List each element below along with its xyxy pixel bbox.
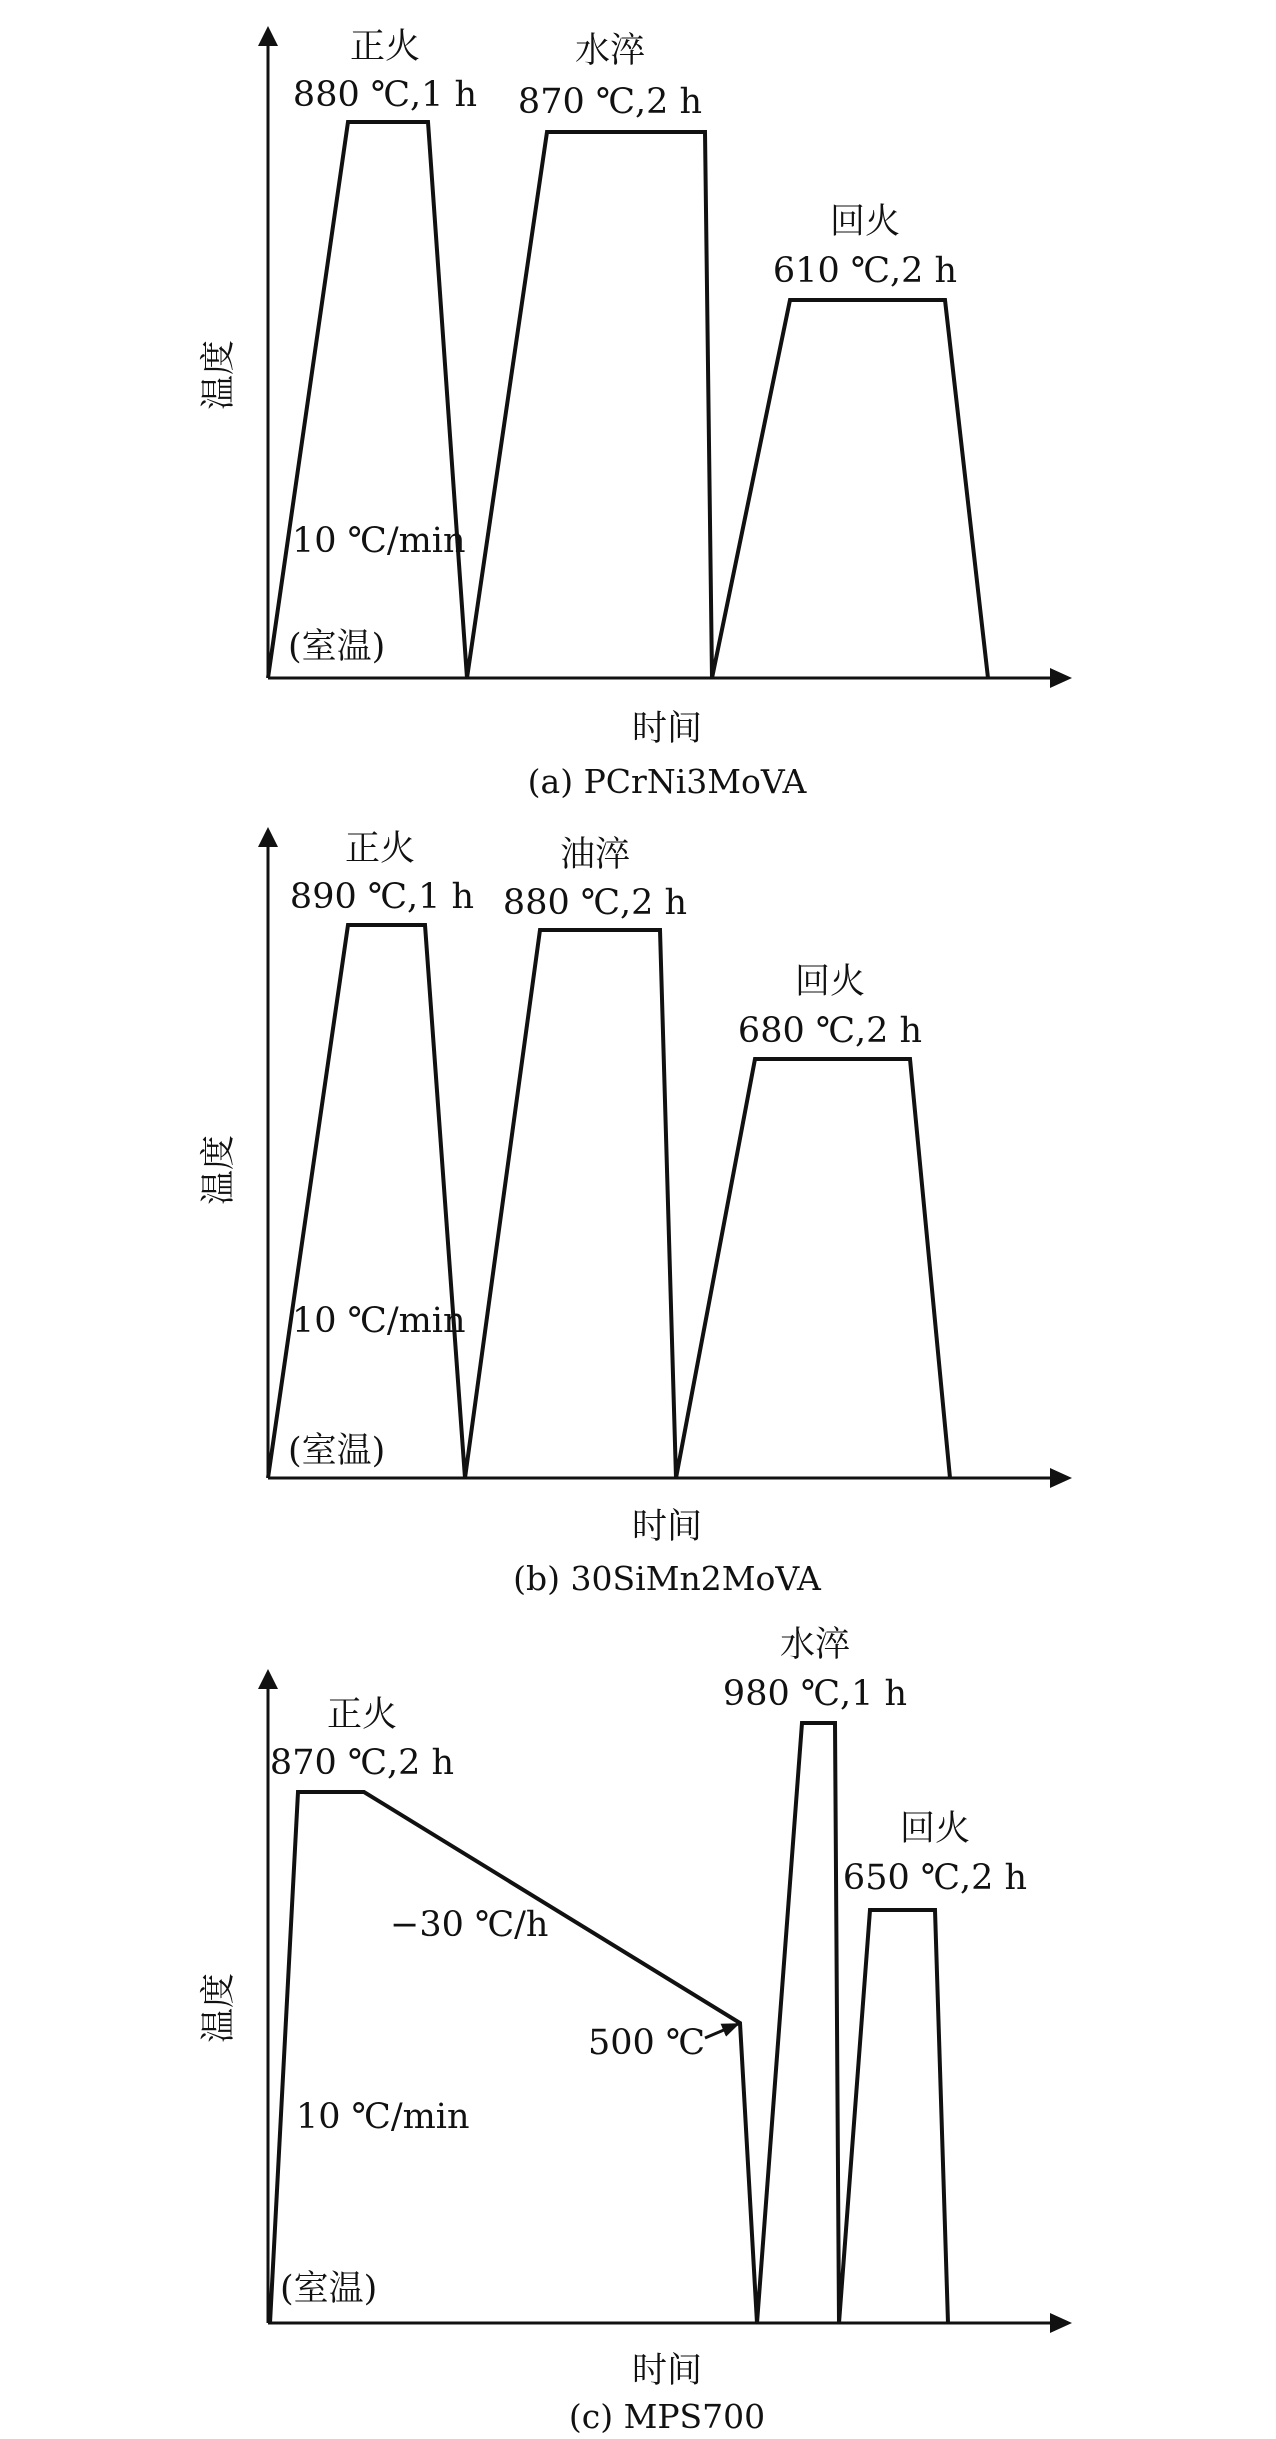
panel-b-step3-condition: 680 ℃,2 h bbox=[737, 1011, 923, 1051]
panel-b-step3-name: 回火 bbox=[794, 962, 866, 1002]
panel-b-y-axis-label: 温度 bbox=[199, 1134, 239, 1206]
panel-c-step3-condition: 650 ℃,2 h bbox=[842, 1858, 1028, 1898]
panel-b-step1-name: 正火 bbox=[344, 829, 416, 869]
panel-a-room-temp: (室温) bbox=[288, 627, 386, 667]
panel-c-step2-name: 水淬 bbox=[779, 1625, 851, 1665]
panel-c-step1-condition: 870 ℃,2 h bbox=[269, 1743, 455, 1783]
panel-a-x-axis-label: 时间 bbox=[631, 709, 703, 749]
panel-c-step3-name: 回火 bbox=[899, 1809, 971, 1849]
panel-c-x-arrow-icon bbox=[1050, 2313, 1072, 2333]
panel-a-heating-rate: 10 ℃/min bbox=[292, 521, 466, 561]
panel-c-x-axis-label: 时间 bbox=[631, 2351, 703, 2391]
panel-c-y-axis-label: 温度 bbox=[199, 1972, 239, 2044]
panel-a-caption: (a) PCrNi3MoVA bbox=[527, 762, 807, 801]
panel-b-step2-name: 油淬 bbox=[559, 835, 631, 875]
panel-c-room-temp: (室温) bbox=[280, 2269, 378, 2309]
panel-c-step1-name: 正火 bbox=[326, 1695, 398, 1735]
panel-a-step1-name: 正火 bbox=[349, 27, 421, 67]
panel-b bbox=[199, 827, 1072, 1598]
panel-b-y-arrow-icon bbox=[258, 827, 278, 847]
panel-a-step3-name: 回火 bbox=[829, 202, 901, 242]
panel-a-step1-condition: 880 ℃,1 h bbox=[292, 75, 478, 115]
panel-a-step2-name: 水淬 bbox=[574, 31, 646, 71]
panel-c-cooling-rate: −30 ℃/h bbox=[390, 1905, 549, 1945]
panel-c-heating-rate: 10 ℃/min bbox=[296, 2097, 470, 2137]
panel-b-heating-rate: 10 ℃/min bbox=[292, 1301, 466, 1341]
panel-a-step2-condition: 870 ℃,2 h bbox=[517, 82, 703, 122]
panel-c-caption: (c) MPS700 bbox=[568, 2397, 766, 2436]
panel-a-step3-condition: 610 ℃,2 h bbox=[772, 251, 958, 291]
panel-c bbox=[199, 1625, 1072, 2436]
panel-c-y-arrow-icon bbox=[258, 1669, 278, 1689]
panel-a bbox=[199, 26, 1072, 801]
panel-c-500-pointer-icon bbox=[705, 2024, 738, 2038]
panel-c-step2-condition: 980 ℃,1 h bbox=[722, 1674, 908, 1714]
panel-b-caption: (b) 30SiMn2MoVA bbox=[513, 1559, 821, 1598]
panel-b-x-axis-label: 时间 bbox=[631, 1507, 703, 1547]
panel-a-y-arrow-icon bbox=[258, 26, 278, 46]
panel-b-step1-condition: 890 ℃,1 h bbox=[289, 877, 475, 917]
panel-a-y-axis-label: 温度 bbox=[199, 339, 239, 411]
panel-b-process-curve bbox=[268, 925, 950, 1478]
panel-b-x-arrow-icon bbox=[1050, 1468, 1072, 1488]
panel-a-x-arrow-icon bbox=[1050, 668, 1072, 688]
panel-c-intermediate-temp: 500 ℃ bbox=[588, 2023, 706, 2063]
panel-b-room-temp: (室温) bbox=[288, 1431, 386, 1471]
panel-b-step2-condition: 880 ℃,2 h bbox=[502, 883, 688, 923]
